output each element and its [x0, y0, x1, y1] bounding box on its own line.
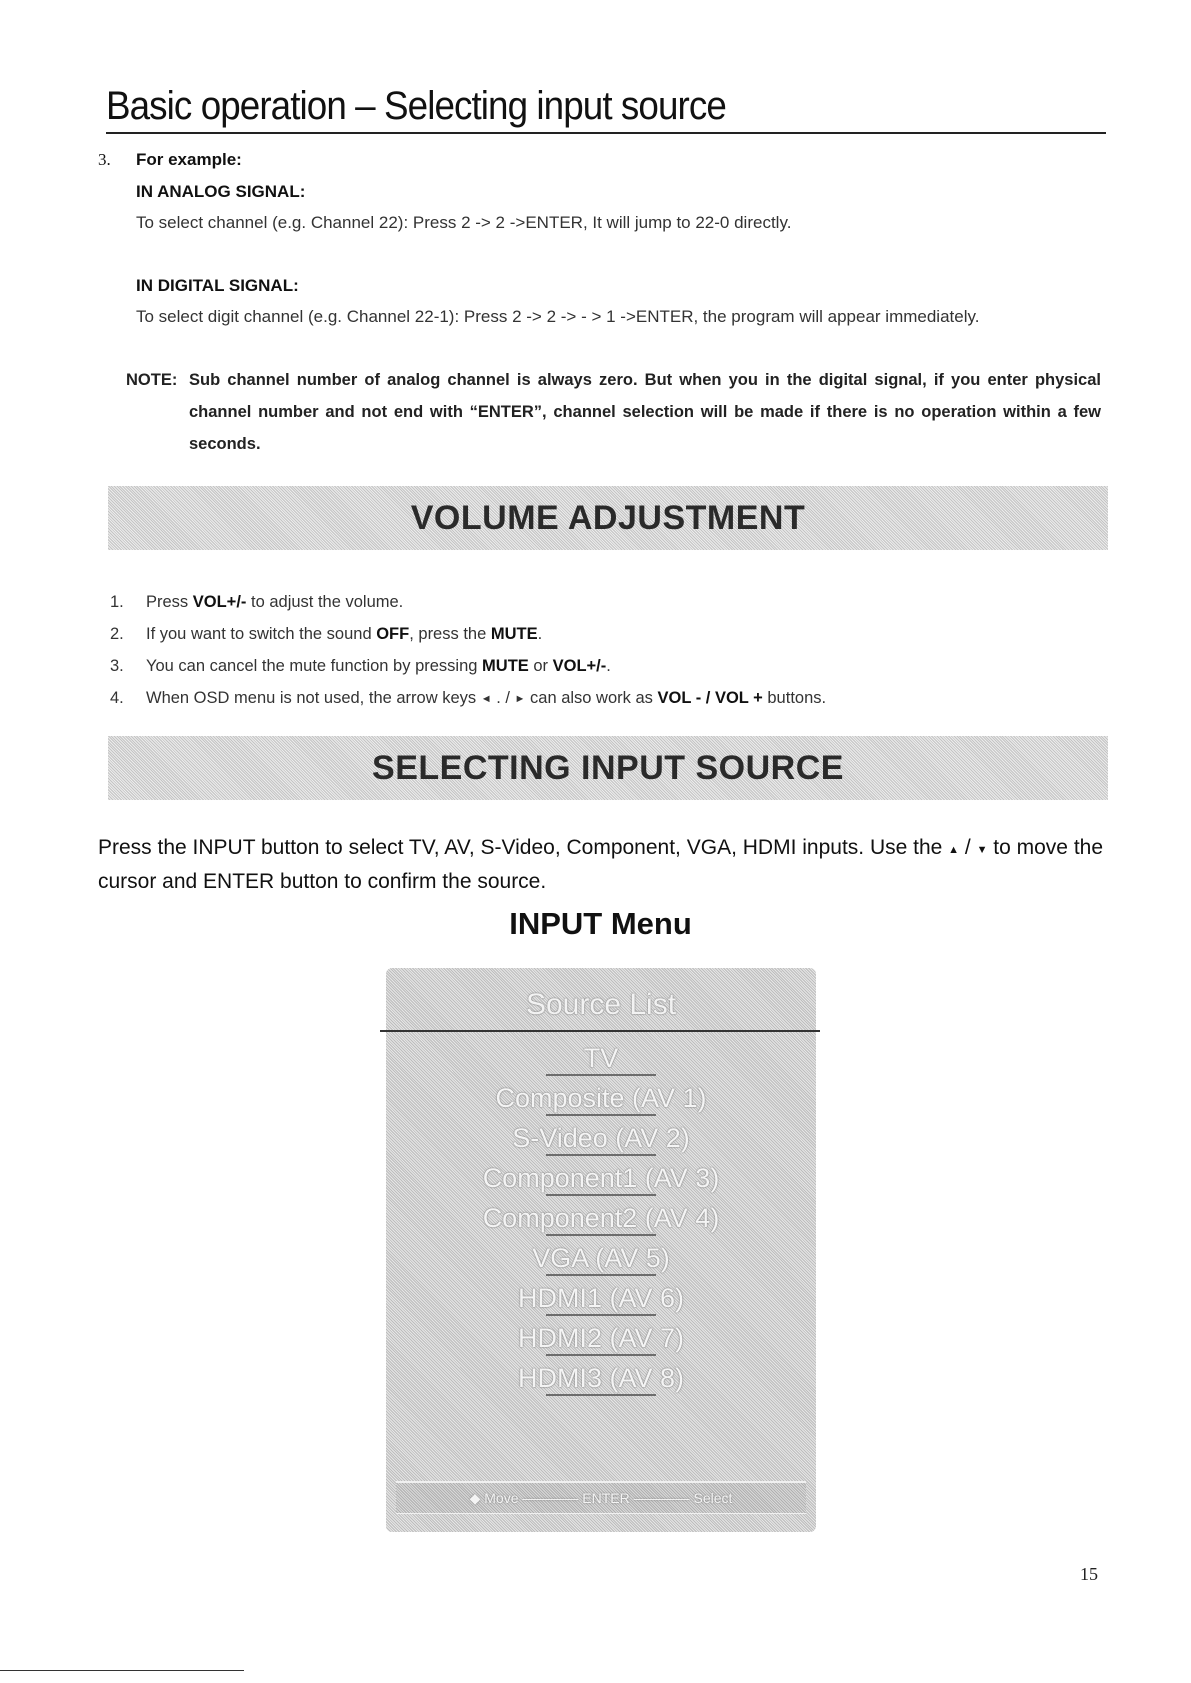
note-label: NOTE:: [126, 371, 178, 389]
osd-source-item[interactable]: VGA (AV 5): [386, 1238, 816, 1278]
note-block: [126, 364, 1101, 460]
step-number: 2.: [110, 625, 124, 643]
osd-source-item[interactable]: HDMI3 (AV 8): [386, 1358, 816, 1398]
step-number: 3.: [110, 657, 124, 675]
volume-step: [110, 682, 826, 714]
step-text: can also work as: [525, 689, 658, 707]
page-number: 15: [1080, 1564, 1098, 1584]
intro-text: to move the cursor and ENTER button to confirm the source.: [98, 836, 1104, 893]
title-rule: [106, 132, 1106, 134]
right-arrow-icon: ►: [514, 693, 526, 705]
step-number: 4.: [110, 689, 124, 707]
section-number: 3.: [98, 150, 111, 169]
down-arrow-icon: ▼: [976, 844, 988, 856]
digital-heading: IN DIGITAL SIGNAL:: [136, 276, 299, 295]
osd-source-item[interactable]: Component1 (AV 3): [386, 1158, 816, 1198]
up-arrow-icon: ▲: [948, 844, 960, 856]
footer-rule: [0, 1670, 244, 1671]
osd-source-item[interactable]: HDMI2 (AV 7): [386, 1318, 816, 1358]
step-key: OFF: [376, 625, 410, 643]
volume-adjustment-banner-text: VOLUME ADJUSTMENT: [410, 499, 806, 537]
volume-step: [110, 586, 826, 618]
analog-instruction: To select channel (e.g. Channel 22): Press 2 -> 2 ->ENTER, It will jump to 22-0 directly.: [136, 213, 792, 232]
step-text: , press the: [409, 625, 491, 643]
volume-steps-list: [110, 586, 826, 714]
example-heading: For example:: [136, 150, 242, 169]
selecting-input-source-banner-text: SELECTING INPUT SOURCE: [372, 749, 844, 787]
step-text: If you want to switch the sound: [146, 625, 377, 643]
intro-text: Press the INPUT button to select TV, AV, S-Video, Component, VGA, HDMI inputs. Use the: [98, 836, 949, 859]
step-text: buttons.: [762, 689, 827, 707]
step-text: You can cancel the mute function by pressing: [146, 657, 483, 675]
analog-heading: IN ANALOG SIGNAL:: [136, 182, 306, 201]
step-number: 1.: [110, 593, 124, 611]
step-key: VOL - / VOL +: [657, 689, 763, 707]
note-text: Sub channel number of analog channel is always zero. But when you in the digital signal, if you enter physical channel number and not end with “ENTER”, channel selection will be made if there is no operation within a few seconds.: [189, 371, 1101, 453]
step-text: or: [528, 657, 553, 675]
step-text: .: [537, 625, 543, 643]
osd-source-item[interactable]: S-Video (AV 2): [386, 1118, 816, 1158]
step-key: MUTE: [490, 625, 538, 643]
osd-source-item[interactable]: Component2 (AV 4): [386, 1198, 816, 1238]
source-list-osd: [386, 968, 816, 1532]
osd-source-list: [386, 1038, 816, 1398]
step-key: VOL+/-: [552, 657, 607, 675]
volume-adjustment-banner: [108, 486, 1108, 550]
step-text: . /: [491, 689, 515, 707]
step-key: MUTE: [482, 657, 529, 675]
step-text: When OSD menu is not used, the arrow keys: [146, 689, 481, 707]
left-arrow-icon: ◄: [480, 693, 492, 705]
intro-text: /: [959, 836, 977, 859]
step-text: .: [606, 657, 611, 675]
selecting-input-source-banner: [108, 736, 1108, 800]
osd-source-item[interactable]: Composite (AV 1): [386, 1078, 816, 1118]
step-key: VOL+/-: [192, 593, 247, 611]
osd-header: Source List: [525, 988, 677, 1021]
volume-step: [110, 618, 826, 650]
osd-source-item[interactable]: TV: [386, 1038, 816, 1078]
osd-source-item[interactable]: HDMI1 (AV 6): [386, 1278, 816, 1318]
step-text: to adjust the volume.: [246, 593, 404, 611]
input-menu-title: INPUT Menu: [509, 906, 692, 941]
digital-instruction: To select digit channel (e.g. Channel 22-1): Press 2 -> 2 -> - > 1 ->ENTER, the program will appear immediately.: [136, 307, 980, 326]
osd-header-rule: [380, 1030, 820, 1032]
step-text: Press: [146, 593, 193, 611]
page-title: Basic operation – Selecting input source: [106, 84, 726, 128]
input-source-instructions: [98, 832, 1110, 898]
volume-step: [110, 650, 826, 682]
osd-footer-hint: ◆ Move ———— ENTER ———— Select: [396, 1481, 806, 1514]
